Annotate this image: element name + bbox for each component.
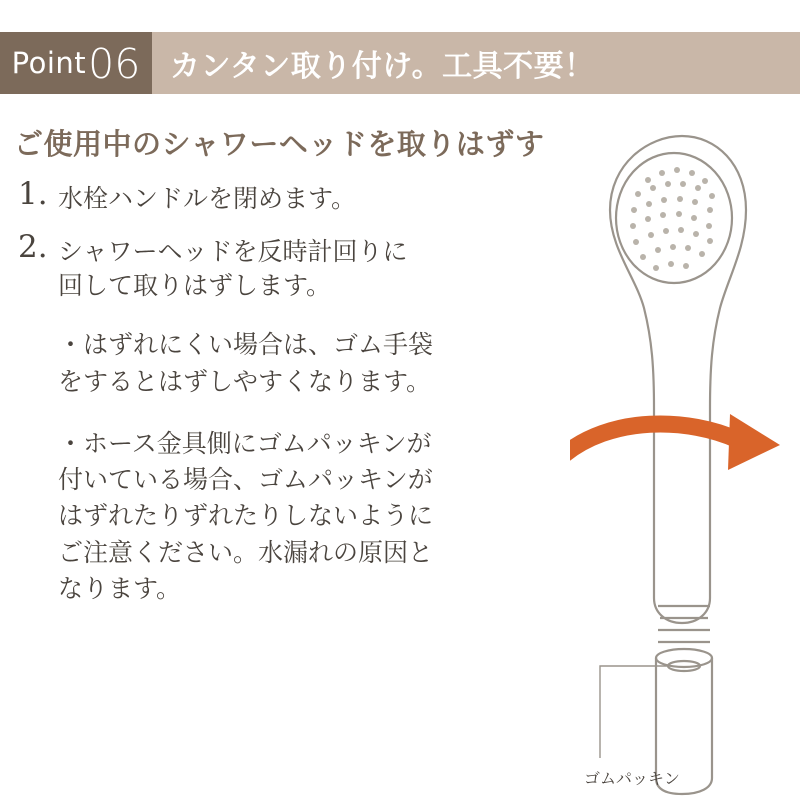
page-title: ご使用中のシャワーヘッドを取りはずす [14,127,545,161]
rotate-arrow-icon [570,414,780,470]
note-text: ・ホース金具側にゴムパッキンが 付いている場合、ゴムパッキンが はずれたりずれたりしないように ご注意ください。水漏れの原因と なります。 [58,428,434,603]
spray-holes-icon [630,167,715,271]
point-badge [0,32,152,94]
step-number: 2. [18,228,48,265]
shower-head-illustration [570,118,800,798]
list-item [14,177,594,216]
note-list [14,327,594,607]
leader-line [600,666,668,758]
header-title-wrap [152,32,800,94]
main-content [14,122,594,607]
point-word: Point [11,46,87,80]
gasket-caption: ゴムパッキン [584,769,680,788]
header-title: カンタン取り付け。工具不要！ [170,49,595,84]
list-item [14,230,594,303]
point-number: 06 [88,39,141,88]
header-band [0,32,800,94]
step-text: 水栓ハンドルを閉めます。 [58,184,357,213]
step-number: 1. [18,176,48,212]
step-text: シャワーヘッドを反時計回りに 回して取りはずします。 [58,236,408,300]
note-text: ・はずれにくい場合は、ゴム手袋 をするとはずしやすくなります。 [58,330,434,396]
step-list [14,177,594,302]
